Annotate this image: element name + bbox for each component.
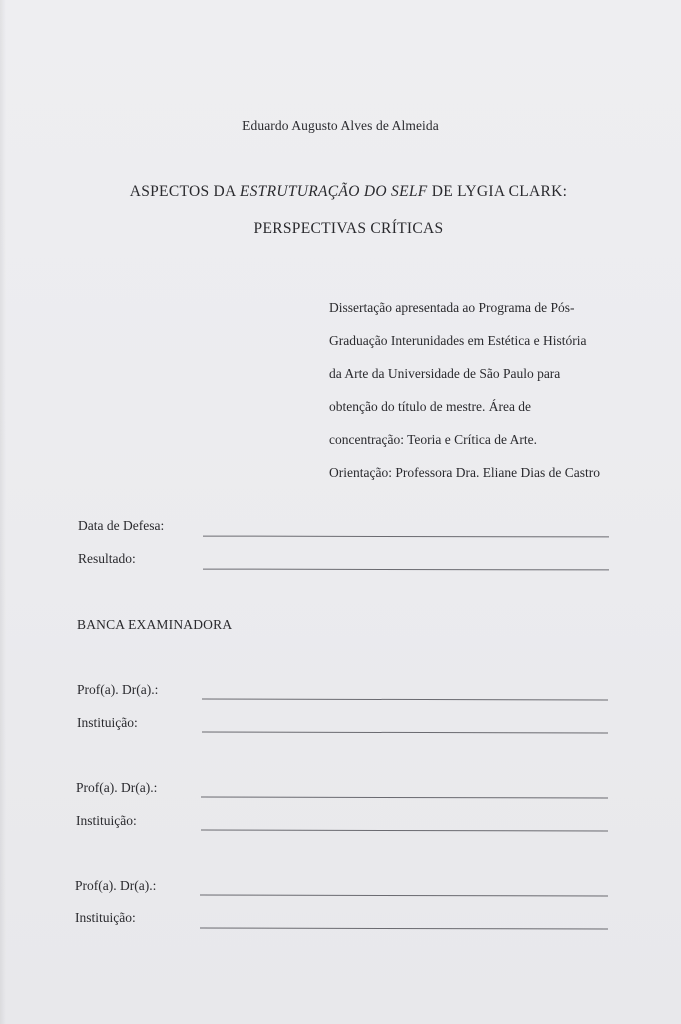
- result-line: [203, 569, 609, 571]
- member-3-prof-line: [200, 894, 608, 896]
- description-line: da Arte da Universidade de São Paulo para: [329, 366, 561, 381]
- member-3-prof-label: Prof(a). Dr(a).:: [75, 878, 157, 893]
- banca-heading: BANCA EXAMINADORA: [77, 617, 233, 632]
- member-2-prof-line: [201, 796, 608, 798]
- description-line: Graduação Interunidades em Estética e História: [329, 333, 587, 348]
- description-line: Orientação: Professora Dra. Eliane Dias de Castro: [329, 465, 601, 480]
- member-3-inst-line: [200, 927, 608, 929]
- dissertation-description: [329, 291, 629, 489]
- member-1-prof-line: [202, 698, 608, 700]
- member-1-inst-line: [202, 731, 608, 733]
- member-3-inst-label: Instituição:: [75, 910, 136, 925]
- description-line: Dissertação apresentada ao Programa de Pós-: [329, 300, 575, 315]
- author-name: Eduardo Augusto Alves de Almeida: [242, 118, 439, 133]
- title-italic: ESTRUTURAÇÃO DO SELF: [239, 183, 428, 200]
- member-2-inst-line: [201, 829, 608, 831]
- result-label: Resultado:: [78, 551, 136, 566]
- member-1-prof-label: Prof(a). Dr(a).:: [77, 682, 159, 697]
- defense-date-line: [203, 536, 609, 538]
- defense-date-label: Data de Defesa:: [78, 518, 165, 533]
- title-line-1: [0, 183, 681, 201]
- description-line: obtenção do título de mestre. Área de: [329, 399, 532, 414]
- member-2-prof-label: Prof(a). Dr(a).:: [76, 780, 158, 795]
- member-2-inst-label: Instituição:: [76, 813, 137, 828]
- title-prefix: ASPECTOS DA: [129, 183, 240, 200]
- title-suffix: DE LYGIA CLARK:: [427, 183, 568, 200]
- description-line: concentração: Teoria e Crítica de Arte.: [329, 432, 537, 447]
- title-line-2: PERSPECTIVAS CRÍTICAS: [253, 220, 444, 237]
- member-1-inst-label: Instituição:: [77, 715, 138, 730]
